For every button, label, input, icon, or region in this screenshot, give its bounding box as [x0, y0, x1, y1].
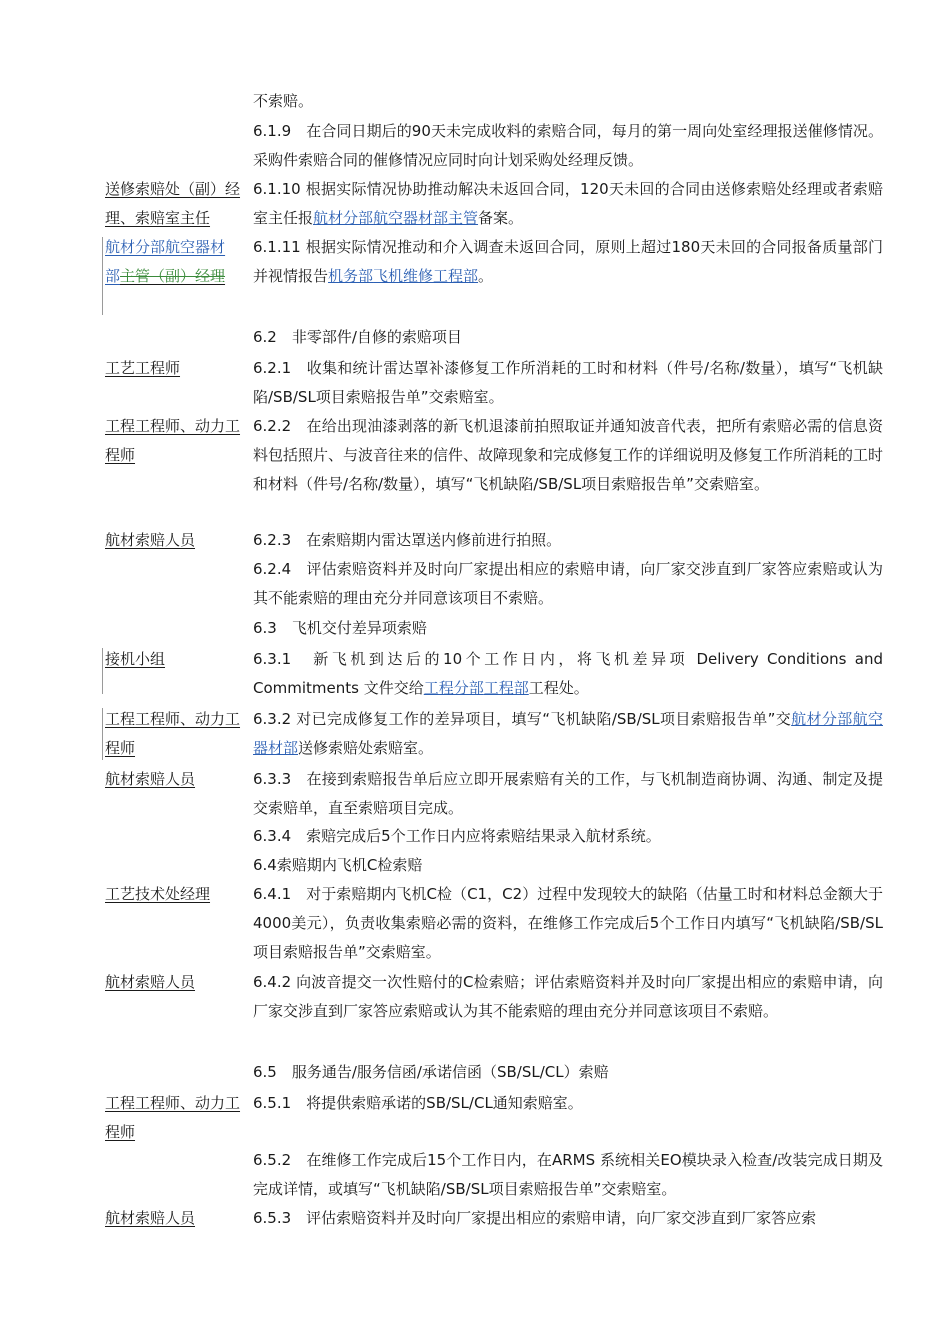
clause-text: 6.5.1 将提供索赔承诺的SB/SL/CL通知索赔室。	[253, 1094, 583, 1112]
responsible-role: 工艺工程师	[105, 359, 181, 377]
section-heading: 6.4索赔期内飞机C检索赔	[253, 856, 423, 874]
clause-text: 6.1.9 在合同日期后的90天未完成收料的索赔合同，每月的第一周向处室经理报送催修情况。采购件索赔合同的催修情况应同时向计划采购处经理反馈。	[253, 122, 883, 169]
section-heading: 6.3 飞机交付差异项索赔	[253, 619, 427, 637]
deleted-revision: 航材分部	[791, 710, 853, 728]
responsible-role: 工艺技术处经理	[105, 885, 211, 903]
clause-text: 6.3.4 索赔完成后5个工作日内应将索赔结果录入航材系统。	[253, 827, 661, 845]
clause-text	[253, 175, 883, 233]
responsible-role: 工程工程师、动力工程师	[105, 1094, 241, 1141]
responsible-role: 接机小组	[105, 650, 166, 668]
clause-text-part: 6.1.10 根据实际情况协助推动解决未返回合同，120天未回的合同由送修索赔处经理或者索赔室主任报	[253, 180, 883, 227]
inserted-revision: 航空器材部	[105, 238, 226, 285]
clause-text-part: 6.1.11 根据实际情况推动和介入调查未返回合同，原则上超过180天未回的合同报备质量部门并视情报告	[253, 238, 883, 285]
deleted-revision: 主管（副）经理	[120, 267, 226, 285]
responsible-role: 航材索赔人员	[105, 1209, 196, 1227]
clause-text: 6.2.1 收集和统计雷达罩补漆修复工作所消耗的工时和材料（件号/名称/数量），填写“飞机缺陷/SB/SL项目索赔报告单”交索赔室。	[253, 359, 883, 406]
deleted-revision: 工程分部	[423, 679, 484, 697]
clause-text: 6.2.3 在索赔期内雷达罩送内修前进行拍照。	[253, 531, 562, 549]
clause-text-part: 6.3.1 新飞机到达后的10个工作日内，将飞机差异项 Delivery Conditions and Commitments 文件交给	[253, 650, 883, 697]
responsible-role	[105, 233, 240, 291]
clause-text	[253, 645, 883, 703]
section-heading: 6.5 服务通告/服务信函/承诺信函（SB/SL/CL）索赔	[253, 1063, 609, 1081]
clause-text: 6.3.3 在接到索赔报告单后应立即开展索赔有关的工作，与飞机制造商协调、沟通、制定及提交索赔单，直至索赔项目完成。	[253, 770, 883, 817]
paragraph-text: 不索赔。	[253, 92, 314, 110]
clause-text	[253, 705, 883, 763]
revision-change-bar	[102, 237, 103, 315]
clause-text-part: 送修索赔处索赔室。	[298, 739, 434, 757]
revision-change-bar	[102, 648, 103, 694]
clause-text: 6.2.2 在给出现油漆剥落的新飞机退漆前拍照取证并通知波音代表，把所有索赔必需的信息资料包括照片、与波音往来的信件、故障现象和完成修复工作的详细说明及修复工作所消耗的工时和材料（件号/名称/数量），填写“飞机缺陷/SB/SL项目索赔报告单”交索赔室。	[253, 417, 884, 493]
clause-text: 6.5.2 在维修工作完成后15个工作日内，在ARMS 系统相关EO模块录入检查/改装完成日期及完成详情，或填写“飞机缺陷/SB/SL项目索赔报告单”交索赔室。	[253, 1151, 883, 1198]
inserted-revision: 航空器材部主管	[373, 209, 479, 227]
clause-text-part: 6.3.2 对已完成修复工作的差异项目，填写“飞机缺陷/SB/SL项目索赔报告单”交	[253, 710, 792, 728]
deleted-revision: 航材分部	[105, 238, 166, 256]
clause-text	[253, 233, 883, 291]
clause-text: 6.2.4 评估索赔资料并及时向厂家提出相应的索赔申请，向厂家交涉直到厂家答应索赔或认为其不能索赔的理由充分并同意该项目不索赔。	[253, 560, 883, 607]
deleted-revision: 机务部	[328, 267, 374, 285]
revision-change-bar	[102, 708, 103, 760]
inserted-revision: 工程部	[483, 679, 529, 697]
clause-text-part: 备案。	[478, 209, 524, 227]
section-heading: 6.2 非零部件/自修的索赔项目	[253, 328, 462, 346]
responsible-role: 送修索赔处（副）经理、索赔室主任	[105, 180, 241, 227]
clause-text-part: 。	[478, 267, 494, 285]
responsible-role: 航材索赔人员	[105, 770, 196, 788]
inserted-revision: 航空器材部	[253, 710, 883, 757]
inserted-revision: 飞机维修工程部	[373, 267, 479, 285]
responsible-role: 航材索赔人员	[105, 973, 196, 991]
responsible-role: 航材索赔人员	[105, 531, 196, 549]
clause-text: 6.4.1 对于索赔期内飞机C检（C1，C2）过程中发现较大的缺陷（估量工时和材料总金额大于4000美元），负责收集索赔必需的资料，在维修工作完成后5个工作日内填写“飞机缺陷/SB/SL项目索赔报告单”交索赔室。	[253, 885, 883, 961]
responsible-role: 工程工程师、动力工程师	[105, 417, 241, 464]
clause-text: 6.4.2 向波音提交一次性赔付的C检索赔；评估索赔资料并及时向厂家提出相应的索赔申请，向厂家交涉直到厂家答应索赔或认为其不能索赔的理由充分并同意该项目不索赔。	[253, 973, 883, 1020]
clause-text: 6.5.3 评估索赔资料并及时向厂家提出相应的索赔申请，向厂家交涉直到厂家答应索	[253, 1209, 817, 1227]
deleted-revision: 航材分部	[313, 209, 374, 227]
responsible-role: 工程工程师、动力工程师	[105, 710, 241, 757]
clause-text-part: 工程处。	[528, 679, 589, 697]
